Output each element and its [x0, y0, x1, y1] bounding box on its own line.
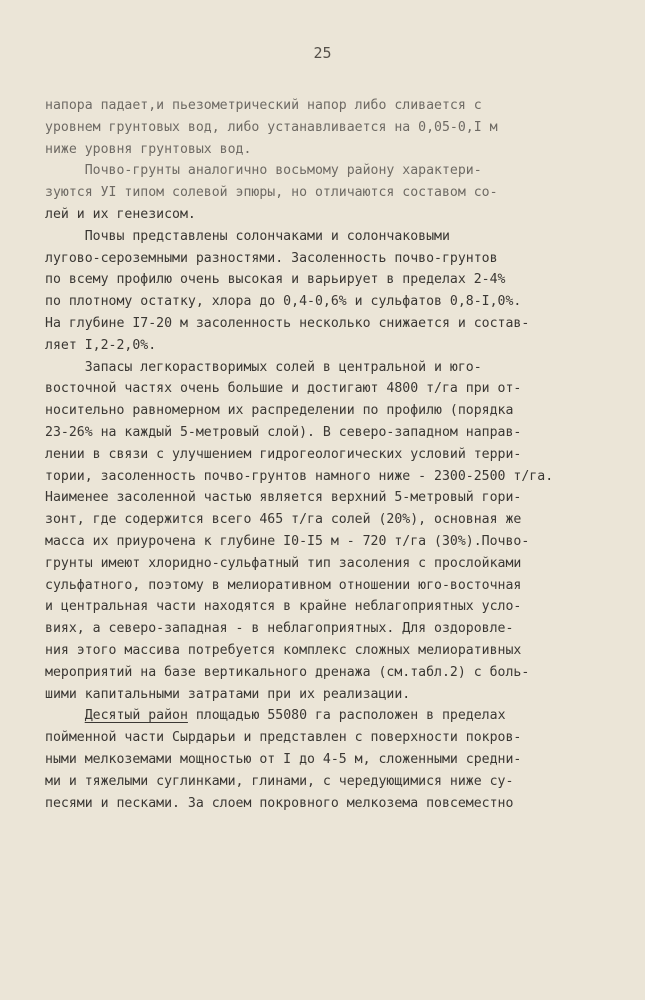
text-line: Почво-грунты аналогично восьмому району характери- [45, 163, 482, 179]
text-line: ляет I,2-2,0%. [45, 337, 157, 353]
text-line: носительно равномерном их распределении по профилю (порядка [45, 403, 514, 419]
page-number: 25 [313, 44, 332, 62]
text-line: зуются УI типом солевой эпюры, но отличаются составом со- [45, 185, 498, 201]
text-line: мероприятий на базе вертикального дренажа (см.табл.2) с боль- [45, 664, 530, 680]
text-line: пойменной части Сырдарьи и представлен с поверхности покров- [45, 730, 522, 746]
text-line: Десятый район площадью 55080 га расположен в пределах [84, 708, 506, 724]
text-line: ми и тяжелыми суглинками, глинами, с чередующимися ниже су- [45, 773, 514, 789]
text-line: лугово-сероземными разностями. Засоленность почво-грунтов [45, 250, 498, 266]
text-line: напора падает,и пьезометрический напор либо сливается с [45, 98, 482, 113]
text-line: сульфатного, поэтому в мелиоративном отношении юго-восточная [45, 577, 522, 593]
text-line: Наименее засоленной частью является верхний 5-метровый гори- [45, 490, 522, 506]
text-line: лении в связи с улучшением гидрогеологических условий терри- [45, 446, 522, 462]
text-line: масса их приурочена к глубине I0-I5 м - 720 т/га (30%).Почво- [45, 534, 530, 549]
text-line: уровнем грунтовых вод, либо устанавливается на 0,05-0,I м [45, 119, 498, 135]
text-line: по плотному остатку, хлора до 0,4-0,6% и сульфатов 0,8-I,0%. [45, 294, 522, 310]
text-line: восточной частях очень большие и достигают 4800 т/га при от- [45, 381, 522, 397]
text-line: зонт, где содержится всего 465 т/га солей (20%), основная же [45, 512, 522, 528]
text-line: 23-26% на каждый 5-метровый слой). В северо-западном направ- [45, 425, 522, 440]
text-line: тории, засоленность почво-грунтов намного ниже - 2300-2500 т/га. [45, 468, 554, 484]
text-line: ния этого массива потребуется комплекс сложных мелиоративных [45, 643, 522, 658]
text-line: лей и их генезисом. [45, 207, 196, 222]
text-line: На глубине I7-20 м засоленность несколько снижается и состав- [45, 316, 530, 331]
text-line: ниже уровня грунтовых вод. [45, 141, 252, 157]
text-line: ными мелкоземами мощностью от I до 4-5 м, сложенными средни- [45, 752, 522, 767]
text-line: Почвы представлены солончаками и солончаковыми [45, 228, 450, 244]
text-line: песями и песками. За слоем покровного мелкозема повсеместно [45, 795, 514, 811]
text-line: виях, а северо-западная - в неблагоприятных. Для оздоровле- [45, 621, 514, 637]
text-line: и центральная части находятся в крайне неблагоприятных усло- [45, 599, 522, 615]
text-line: Запасы легкорастворимых солей в центральной и юго- [45, 359, 482, 375]
text-line: грунты имеют хлоридно-сульфатный тип засоления с прослойками [45, 555, 522, 571]
text-line: шими капитальными затратами при их реализации. [45, 686, 411, 702]
text-line: по всему профилю очень высокая и варьирует в пределах 2-4% [45, 272, 506, 288]
